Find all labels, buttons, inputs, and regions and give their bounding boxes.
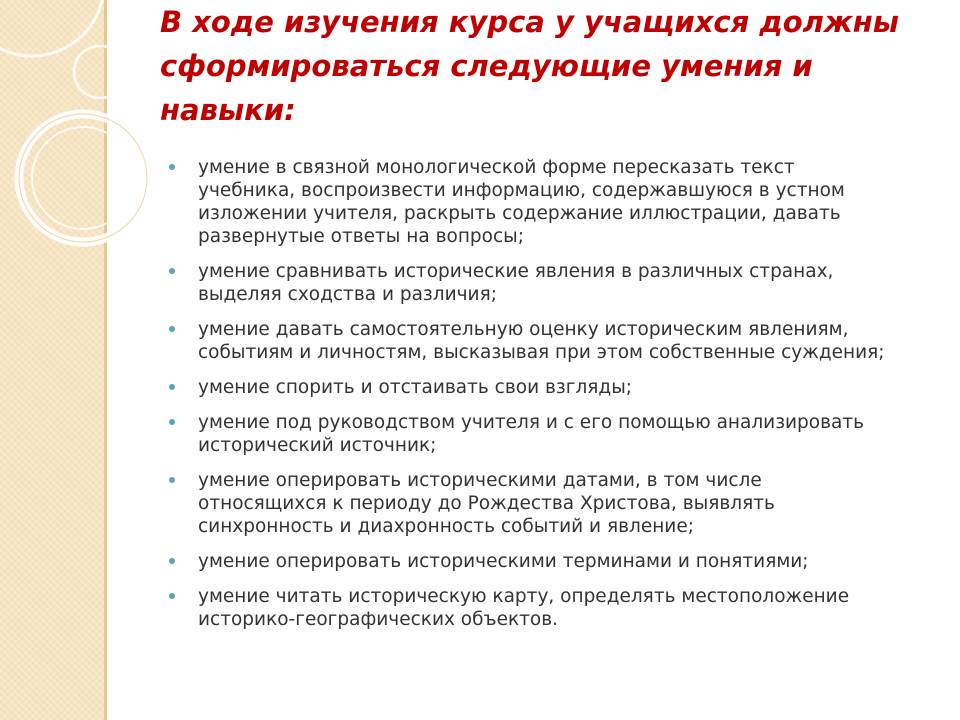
list-item xyxy=(165,376,935,399)
bullet-icon xyxy=(169,593,175,599)
skills-list xyxy=(165,156,935,643)
ring-ornament-icon xyxy=(0,0,160,290)
bullet-icon xyxy=(169,268,175,274)
bullet-icon xyxy=(169,558,175,564)
list-item-text: умение читать историческую карту, определять местоположение историко-географических объектов. xyxy=(198,586,850,630)
list-item-text: умение оперировать историческими датами, в том числе относящихся к периоду до Рождества Христова, выявлять синхронность и диахронность событий и явление; xyxy=(198,470,775,537)
list-item-text: умение давать самостоятельную оценку историческим явлениям, событиям и личностям, высказывая при этом собственные суждения; xyxy=(198,319,885,363)
list-item xyxy=(165,318,935,364)
list-item-text: умение сравнивать исторические явления в различных странах, выделяя сходства и различия; xyxy=(198,261,834,305)
list-item-text: умение в связной монологической форме пересказать текст учебника, воспроизвести информацию, содержавшуюся в устном изложении учителя, раскрыть содержание иллюстрации, давать развернутые ответы на вопросы; xyxy=(198,157,845,247)
list-item xyxy=(165,550,935,573)
list-item-text: умение спорить и отстаивать свои взгляды; xyxy=(198,377,633,398)
bullet-icon xyxy=(169,477,175,483)
list-item xyxy=(165,585,935,631)
list-item-text: умение под руководством учителя и с его помощью анализировать исторический источник; xyxy=(198,412,865,456)
list-item xyxy=(165,156,935,248)
bullet-icon xyxy=(169,326,175,332)
list-item-text: умение оперировать историческими терминами и понятиями; xyxy=(198,551,809,572)
list-item xyxy=(165,469,935,538)
list-item xyxy=(165,260,935,306)
bullet-icon xyxy=(169,384,175,390)
bullet-icon xyxy=(169,164,175,170)
slide-title: В ходе изучения курса у учащихся должны сформироваться следующие умения и навыки: xyxy=(160,5,900,127)
bullet-icon xyxy=(169,419,175,425)
list-item xyxy=(165,411,935,457)
